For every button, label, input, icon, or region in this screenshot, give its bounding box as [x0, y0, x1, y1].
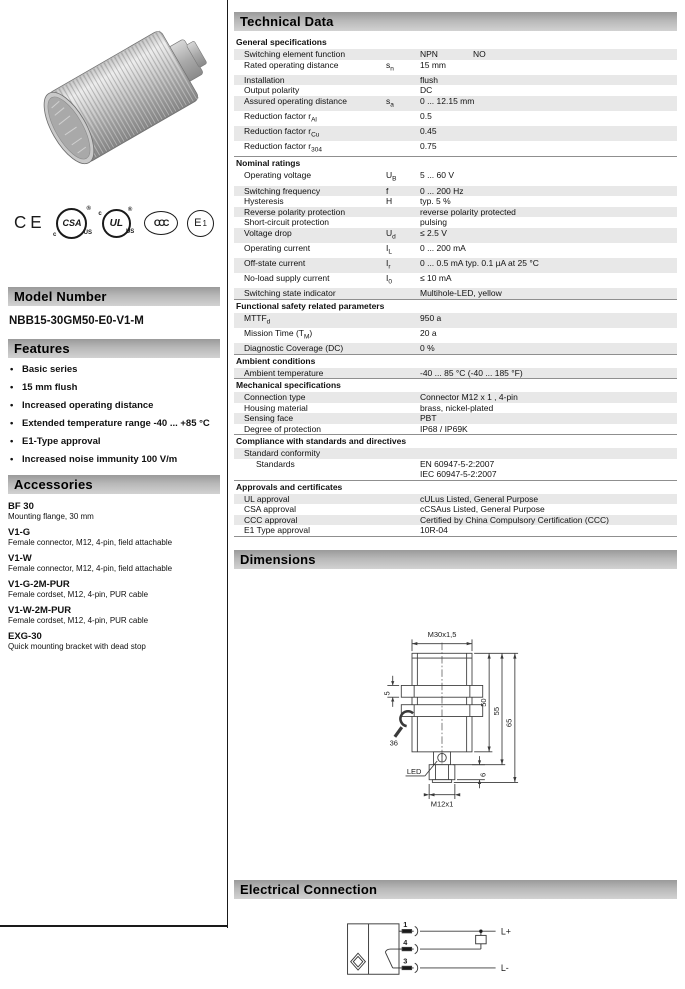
- table-row: [234, 170, 677, 185]
- accessory-description: Quick mounting bracket with dead stop: [8, 642, 146, 651]
- feature-text: 15 mm flush: [22, 382, 78, 393]
- dim-thread-top: M30x1,5: [427, 629, 457, 639]
- accessory-description: Female cordset, M12, 4-pin, PUR cable: [8, 616, 149, 625]
- accessory-item: [8, 579, 220, 600]
- row-label: E1 Type approval: [244, 525, 310, 536]
- table-section-heading: Approvals and certificates: [234, 480, 677, 494]
- row-value: Certified by China Compulsory Certification (CCC): [420, 514, 609, 525]
- dimension-drawing: [234, 569, 677, 878]
- table-row: [234, 228, 677, 243]
- table-row: [234, 258, 677, 273]
- bullet-icon: •: [10, 364, 14, 375]
- bullet-icon: •: [10, 382, 14, 393]
- row-value: Multihole-LED, yellow: [420, 288, 502, 299]
- table-section: [234, 299, 677, 354]
- row-value: 0 ... 200 mA: [420, 242, 466, 253]
- row-value: PBT: [420, 413, 437, 424]
- ce-mark-icon: [14, 213, 46, 233]
- bullet-icon: •: [10, 418, 14, 429]
- row-label: Connection type: [244, 392, 306, 403]
- table-section: [234, 36, 677, 156]
- product-photo: [8, 10, 220, 193]
- row-label: Reduction factor $r_{304}$: [244, 141, 322, 154]
- row-symbol: $I_r$: [386, 258, 391, 271]
- row-value: IP68 / IP69K: [420, 423, 468, 434]
- row-label: Reduction factor $r_{Cu}$: [244, 126, 320, 139]
- features-header: Features: [8, 339, 220, 358]
- certification-logos: [8, 201, 220, 245]
- e1-mark-icon: E 1: [187, 210, 214, 237]
- row-value: Connector M12 x 1 , 4-pin: [420, 392, 518, 403]
- accessory-description: Female connector, M12, 4-pin, field attachable: [8, 538, 173, 547]
- ccc-mark-icon: CCC: [144, 211, 178, 235]
- table-row: [234, 525, 677, 536]
- ul-mark-icon: UL c US ®: [98, 207, 134, 239]
- electrical-connection-header: Electrical Connection: [234, 880, 677, 899]
- row-value: 15 mm: [420, 59, 446, 70]
- wiring-diagram-svg: [336, 911, 546, 985]
- right-column: [234, 12, 677, 989]
- table-section: [234, 354, 677, 379]
- row-value: 0 %: [420, 343, 435, 354]
- row-symbol: f: [386, 185, 389, 196]
- dim-5: 5: [382, 691, 392, 696]
- sensor-photo-illustration: [8, 10, 220, 193]
- table-section: [234, 156, 677, 298]
- table-row: [234, 403, 677, 414]
- row-label: Operating voltage: [244, 170, 312, 181]
- table-section: [234, 434, 677, 480]
- row-label: $MTTF_d$: [244, 312, 271, 326]
- row-label: Switching frequency: [244, 185, 321, 196]
- row-label: Mission Time $(T_M)$: [244, 328, 313, 341]
- row-label: No-load supply current: [244, 273, 330, 284]
- feature-text: Increased operating distance: [22, 400, 154, 411]
- row-label: CCC approval: [244, 514, 298, 525]
- dim-6: 6: [478, 772, 488, 777]
- row-value: 5 ... 60 V: [420, 170, 455, 181]
- table-row: [234, 85, 677, 96]
- accessory-item: [8, 527, 220, 548]
- pin-4-label: 4: [403, 937, 408, 947]
- electrical-connection-diagram: [234, 899, 677, 989]
- table-row: [234, 126, 677, 141]
- row-symbol: $I_L$: [386, 242, 392, 256]
- row-value: 950 a: [420, 312, 442, 323]
- dimensions-header: Dimensions: [234, 550, 677, 569]
- led-label: LED: [406, 766, 422, 776]
- table-row: [234, 368, 677, 379]
- row-value-line: IEC 60947-5-2:2007: [420, 469, 497, 480]
- accessory-item: [8, 553, 220, 574]
- column-divider: [227, 0, 228, 928]
- row-value: 0 ... 200 Hz: [420, 185, 464, 196]
- row-label: Voltage drop: [244, 227, 292, 238]
- row-value: [420, 459, 677, 480]
- table-row: [234, 343, 677, 354]
- accessory-description: Female connector, M12, 4-pin, field attachable: [8, 564, 173, 573]
- table-row: [234, 504, 677, 515]
- dim-thread-bottom: M12x1: [430, 799, 454, 809]
- accessory-name: V1-W: [8, 553, 32, 564]
- row-label: Reduction factor $r_{Al}$: [244, 110, 317, 124]
- model-number-header: Model Number: [8, 287, 220, 306]
- row-value: reverse polarity protected: [420, 206, 516, 217]
- row-label: Assured operating distance: [244, 95, 348, 106]
- row-label: Installation: [244, 74, 285, 85]
- row-value-primary: NPN: [420, 49, 438, 59]
- table-row: [234, 459, 677, 480]
- technical-data-header: Technical Data: [234, 12, 677, 31]
- wrench-size-label: 36: [389, 738, 398, 748]
- row-label: Short-circuit protection: [244, 217, 330, 228]
- accessory-item: [8, 605, 220, 626]
- table-section-heading: Ambient conditions: [234, 354, 677, 368]
- table-row: [234, 313, 677, 328]
- row-value: 0.45: [420, 126, 437, 137]
- table-section-heading: Compliance with standards and directives: [234, 434, 677, 448]
- table-row: [234, 49, 677, 60]
- table-row: [234, 392, 677, 403]
- table-row: [234, 186, 677, 197]
- table-row: [234, 141, 677, 156]
- row-label: Standards: [256, 458, 295, 469]
- feature-text: E1-Type approval: [22, 436, 101, 447]
- table-row: [234, 448, 677, 459]
- row-label: Reverse polarity protection: [244, 206, 346, 217]
- row-label: CSA approval: [244, 504, 296, 515]
- row-value: -40 ... 85 °C (-40 ... 185 °F): [420, 367, 523, 378]
- row-label: Rated operating distance: [244, 59, 339, 70]
- bullet-icon: •: [10, 454, 14, 465]
- table-section: [234, 378, 677, 434]
- row-label: Housing material: [244, 402, 308, 413]
- bullet-icon: •: [10, 400, 14, 411]
- table-row: [234, 111, 677, 126]
- table-row: [234, 60, 677, 75]
- feature-item: [8, 364, 220, 375]
- row-value-secondary: NO: [473, 49, 486, 59]
- row-value: 20 a: [420, 328, 437, 339]
- dimension-drawing-svg: [382, 621, 532, 812]
- table-row: [234, 96, 677, 111]
- row-value: cULus Listed, General Purpose: [420, 493, 539, 504]
- csa-mark-icon: CSA c US ®: [52, 206, 92, 238]
- table-row: [234, 273, 677, 288]
- accessory-item: [8, 631, 220, 652]
- row-value: brass, nickel-plated: [420, 402, 494, 413]
- accessory-name: V1-G-2M-PUR: [8, 579, 70, 590]
- dim-55: 55: [491, 706, 501, 716]
- table-row: [234, 424, 677, 435]
- row-value: flush: [420, 74, 438, 85]
- row-value: DC: [420, 85, 433, 96]
- accessory-name: BF 30: [8, 501, 34, 512]
- row-label: Sensing face: [244, 413, 294, 424]
- feature-item: [8, 436, 220, 447]
- table-section: [234, 480, 677, 536]
- pin-3-label: 3: [403, 956, 408, 966]
- table-row: [234, 217, 677, 228]
- l-plus-label: L+: [500, 926, 512, 937]
- page-bottom-rule: [0, 925, 227, 927]
- feature-item: [8, 454, 220, 465]
- pin-1-label: 1: [403, 919, 408, 929]
- table-row: [234, 243, 677, 258]
- row-value: pulsing: [420, 217, 447, 228]
- sensor-body: [34, 17, 220, 171]
- feature-item: [8, 418, 220, 429]
- row-label: Hysteresis: [244, 196, 284, 207]
- row-value: 0.5: [420, 110, 432, 121]
- row-symbol: $s_n$: [386, 59, 394, 73]
- row-value: 10R-04: [420, 525, 448, 536]
- left-column: [8, 10, 220, 657]
- row-symbol: H: [386, 196, 393, 207]
- table-section-heading: Mechanical specifications: [234, 378, 677, 392]
- accessory-description: Mounting flange, 30 mm: [8, 512, 94, 521]
- row-value: typ. 5 %: [420, 196, 451, 207]
- row-value-line: EN 60947-5-2:2007: [420, 458, 495, 469]
- accessories-header: Accessories: [8, 475, 220, 494]
- table-row: [234, 328, 677, 343]
- row-label: Operating current: [244, 242, 311, 253]
- accessory-name: V1-W-2M-PUR: [8, 605, 72, 616]
- row-label: Off-state current: [244, 258, 306, 268]
- row-label: Ambient temperature: [244, 367, 324, 378]
- table-section-heading: Nominal ratings: [234, 156, 677, 170]
- row-label: Diagnostic Coverage (DC): [244, 343, 344, 354]
- table-row: [234, 288, 677, 299]
- row-value: cCSAus Listed, General Purpose: [420, 504, 545, 515]
- row-symbol: $I_0$: [386, 273, 392, 286]
- row-value: [420, 448, 677, 459]
- row-value: 0.75: [420, 141, 437, 152]
- feature-item: [8, 400, 220, 411]
- accessories-list: [8, 501, 220, 652]
- table-row: [234, 494, 677, 505]
- table-row: [234, 207, 677, 218]
- row-label: Switching state indicator: [244, 288, 336, 299]
- ce-text: CE: [14, 212, 46, 233]
- row-value: ≤ 10 mA: [420, 273, 452, 284]
- technical-data-table: [234, 36, 677, 537]
- table-row: [234, 196, 677, 207]
- row-label: Degree of protection: [244, 423, 322, 434]
- row-symbol: $U_B$: [386, 170, 397, 184]
- row-label: Output polarity: [244, 85, 300, 96]
- features-list: [8, 364, 220, 465]
- row-value: 0 ... 0.5 mA typ. 0.1 µA at 25 °C: [420, 258, 539, 268]
- accessory-name: EXG-30: [8, 631, 42, 642]
- feature-text: Extended temperature range -40 ... +85 °C: [22, 418, 210, 429]
- feature-text: Basic series: [22, 364, 78, 375]
- dim-65: 65: [504, 718, 514, 727]
- row-label: UL approval: [244, 493, 290, 504]
- row-value: [420, 49, 677, 60]
- model-number: NBB15-30GM50-E0-V1-M: [9, 315, 144, 327]
- accessory-item: [8, 501, 220, 522]
- row-value: 0 ... 12.15 mm: [420, 95, 475, 106]
- accessory-name: V1-G: [8, 527, 31, 538]
- row-value: ≤ 2.5 V: [420, 227, 447, 238]
- table-row: [234, 75, 677, 86]
- dim-50: 50: [478, 698, 488, 707]
- row-symbol: $s_a$: [386, 95, 394, 109]
- accessory-description: Female cordset, M12, 4-pin, PUR cable: [8, 590, 149, 599]
- feature-text: Increased noise immunity 100 V/m: [22, 454, 178, 465]
- l-minus-label: L-: [500, 962, 509, 973]
- row-label: Switching element function: [244, 49, 346, 59]
- bullet-icon: •: [10, 436, 14, 447]
- table-row: [234, 515, 677, 526]
- feature-item: [8, 382, 220, 393]
- table-row: [234, 413, 677, 424]
- table-section-heading: General specifications: [236, 37, 327, 47]
- row-symbol: $U_d$: [386, 227, 396, 241]
- table-section-heading: Functional safety related parameters: [234, 299, 677, 313]
- row-label: Standard conformity: [244, 448, 321, 459]
